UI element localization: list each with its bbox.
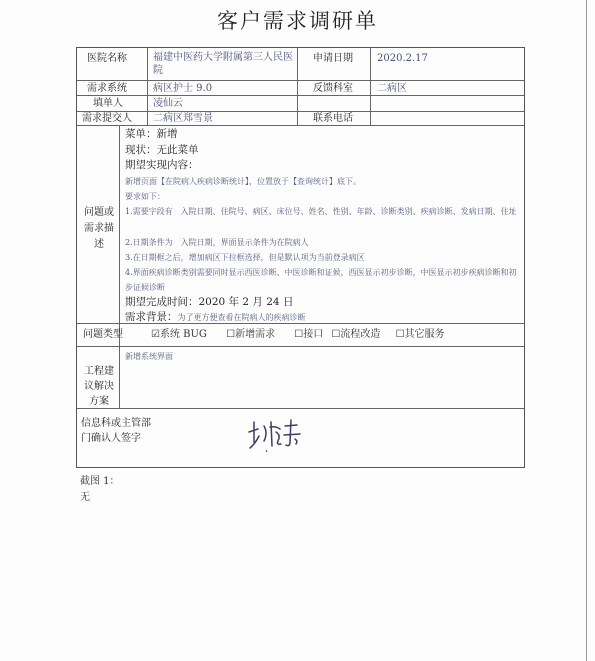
confirm-label: 信息科或主管部门确认人签字	[81, 418, 151, 444]
signature-image	[245, 410, 315, 456]
background-text: 为了更方便查看在院病人的疾病诊断	[177, 313, 306, 322]
row-divider	[77, 408, 524, 409]
problem-type-options	[151, 328, 445, 341]
option-process-change[interactable]: ☐流程改造	[331, 329, 381, 340]
row-divider	[77, 95, 524, 96]
submitter-value: 二病区郑雪景	[153, 113, 213, 124]
requirements-label: 要求如下：	[125, 192, 165, 201]
engineering-label	[81, 364, 117, 409]
filler-value: 凌仙云	[153, 98, 183, 109]
system-value: 病区护士 9.0	[153, 83, 213, 94]
row-divider	[77, 80, 524, 81]
dept-value: 二病区	[377, 83, 407, 94]
submitter-label: 需求提交人	[82, 113, 132, 124]
status-line: 现状：无此菜单	[125, 144, 199, 156]
requirement-2: 2.日期条件为 入院日期，界面显示条件为在院病人	[125, 238, 309, 247]
row-divider	[77, 111, 524, 112]
screenshot-value: 无	[80, 492, 90, 503]
col-divider	[370, 48, 371, 126]
description-label-line: 述	[94, 239, 104, 250]
requirement-1: 1.需要字段有 入院日期、住院号、病区、床位号、姓名、性别、年龄、诊断类别、疾病诊断、发病日期、住址	[125, 207, 517, 216]
request-form-table	[76, 47, 525, 468]
hospital-value: 福建中医药大学附属第三人民医院	[153, 52, 293, 76]
apply-date-label: 申请日期	[313, 53, 353, 64]
description-label-line: 需求描	[84, 223, 114, 234]
screenshot-label: 截图 1：	[80, 476, 120, 487]
expected-label: 期望实现内容：	[125, 159, 199, 171]
problem-type-label: 问题类型	[83, 329, 123, 340]
option-system-bug[interactable]: ☑系统 BUG	[151, 329, 207, 340]
system-label: 需求系统	[87, 83, 127, 94]
expected-text: 新增页面【在院病人疾病诊断统计】，位置放于【查询统计】底下。	[125, 177, 361, 186]
requirement-4: 4.界面疾病诊断类别需要同时显示西医诊断、中医诊断和证候，西医显示初步诊断，中医显示初步疾病诊断和初步证候诊断	[125, 268, 517, 292]
background-line	[125, 310, 306, 325]
filler-label: 填单人	[93, 98, 123, 109]
col-divider	[297, 48, 298, 126]
dept-label: 反馈科室	[313, 83, 353, 94]
phone-label: 联系电话	[313, 113, 353, 124]
col-divider	[147, 48, 148, 126]
menu-line: 菜单：新增	[125, 128, 178, 140]
deadline-line: 期望完成时间：2020 年 2 月 24 日	[125, 296, 294, 308]
col-divider	[119, 125, 120, 408]
option-interface[interactable]: ☐接口	[294, 329, 324, 340]
engineering-value: 新增系统界面	[125, 352, 173, 361]
engineering-label-line: 工程建	[84, 366, 114, 377]
option-other-service[interactable]: ☐其它服务	[395, 329, 445, 340]
engineering-label-line: 议解决	[84, 381, 114, 392]
engineering-label-line: 方案	[89, 396, 109, 407]
hospital-label: 医院名称	[87, 53, 127, 64]
page-edge	[586, 0, 587, 661]
apply-date-value: 2020.2.17	[377, 53, 428, 64]
description-label-line: 问题或	[84, 207, 114, 218]
document-title: 客户需求调研单	[217, 9, 378, 33]
requirement-3: 3.在日期框之后，增加病区下拉框选择，但是默认项为当前登录病区	[125, 253, 365, 262]
row-divider	[77, 125, 524, 126]
background-label: 需求背景：	[125, 311, 178, 323]
row-divider	[77, 346, 524, 347]
description-label	[81, 205, 117, 253]
option-new-requirement[interactable]: ☐新增需求	[226, 329, 276, 340]
